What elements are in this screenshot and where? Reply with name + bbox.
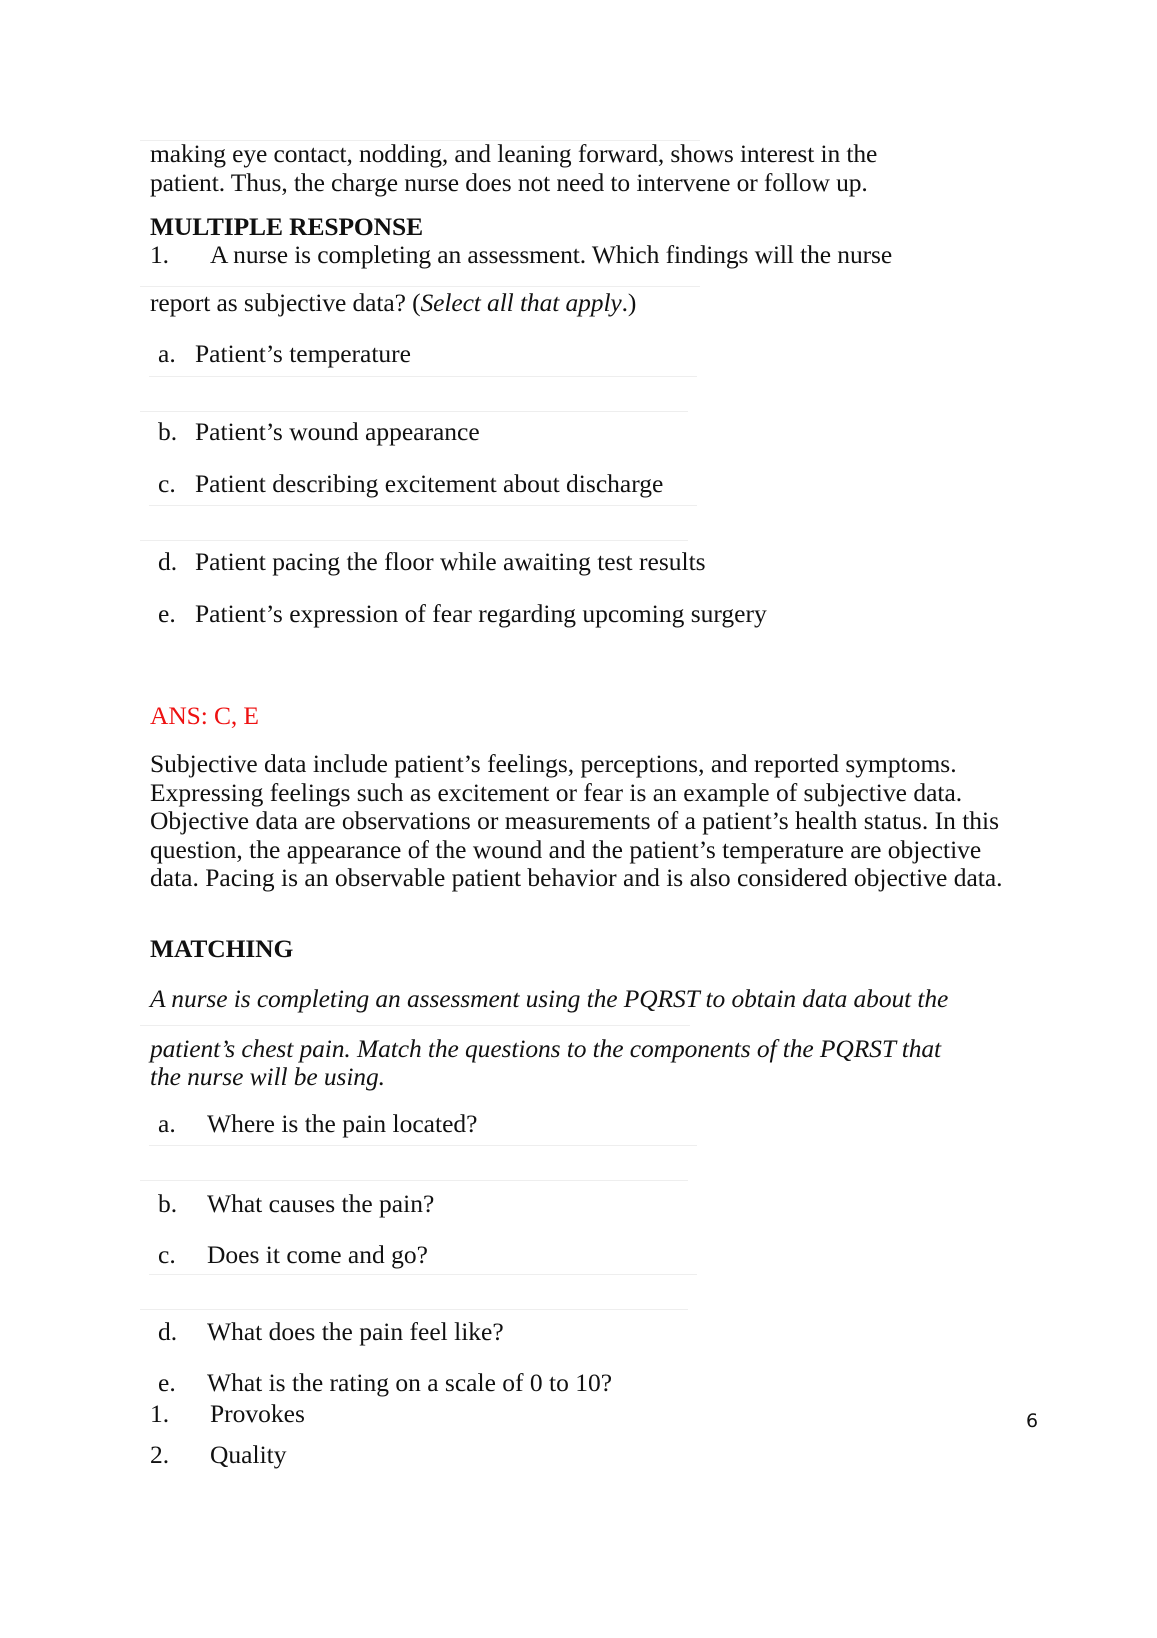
option-text: Patient’s expression of fear regarding upcoming surgery — [195, 599, 767, 628]
component-text: Quality — [210, 1440, 287, 1469]
section-heading-multiple-response: MULTIPLE RESPONSE — [150, 212, 423, 241]
page-number: 6 — [1026, 1410, 1039, 1432]
component-number: 2. — [150, 1440, 170, 1469]
question-text: Where is the pain located? — [207, 1109, 478, 1138]
option-letter: e. — [158, 599, 176, 628]
answer-key: ANS: C, E — [150, 701, 259, 730]
component-number: 1. — [150, 1399, 170, 1428]
separator-line — [149, 1145, 697, 1146]
separator-line — [149, 1274, 697, 1275]
question-text: What causes the pain? — [207, 1189, 435, 1218]
separator-line — [140, 1309, 688, 1310]
intro-line-2: patient. Thus, the charge nurse does not need to intervene or follow up. — [150, 168, 868, 197]
separator-line — [149, 505, 697, 506]
separator-line — [140, 411, 688, 412]
separator-line — [140, 286, 700, 287]
separator-line — [149, 376, 697, 377]
option-text: Patient’s wound appearance — [195, 417, 480, 446]
question-letter: b. — [158, 1189, 178, 1218]
matching-instructions-line-1: A nurse is completing an assessment using the PQRST to obtain data about the — [150, 984, 949, 1013]
question-text: What is the rating on a scale of 0 to 10? — [207, 1368, 613, 1397]
option-text: Patient describing excitement about discharge — [195, 469, 664, 498]
question-text-line-1: A nurse is completing an assessment. Which findings will the nurse — [210, 240, 893, 269]
option-letter: c. — [158, 469, 176, 498]
question-letter: d. — [158, 1317, 178, 1346]
question-letter: c. — [158, 1240, 176, 1269]
question-number: 1. — [150, 240, 169, 269]
intro-line-1: making eye contact, nodding, and leaning forward, shows interest in the — [150, 139, 878, 168]
option-letter: b. — [158, 417, 178, 446]
question-letter: e. — [158, 1368, 176, 1397]
matching-instructions-line-3: the nurse will be using. — [150, 1062, 385, 1091]
option-letter: d. — [158, 547, 178, 576]
question-text: What does the pain feel like? — [207, 1317, 504, 1346]
separator-line — [140, 540, 688, 541]
question-letter: a. — [158, 1109, 176, 1138]
section-heading-matching: MATCHING — [150, 934, 294, 963]
separator-line — [140, 1180, 688, 1181]
question-text: Does it come and go? — [207, 1240, 428, 1269]
rationale-paragraph: Subjective data include patient’s feelings, perceptions, and reported symptoms. Expressing feelings such as excitement or fear is an example of subjective data. Objective data are observations or measurements of a patient’s health status. In this question, the appearance of the wound and the patient’s temperature are objective data. Pacing is an observable patient behavior and is also considered objective data. — [150, 749, 1003, 892]
separator-line — [140, 1025, 690, 1026]
option-text: Patient pacing the floor while awaiting test results — [195, 547, 706, 576]
component-text: Provokes — [210, 1399, 305, 1428]
option-text: Patient’s temperature — [195, 339, 411, 368]
matching-instructions-line-2: patient’s chest pain. Match the questions to the components of the PQRST that — [150, 1034, 941, 1063]
option-letter: a. — [158, 339, 176, 368]
question-text-line-2: report as subjective data? (Select all that apply.) — [150, 288, 637, 317]
